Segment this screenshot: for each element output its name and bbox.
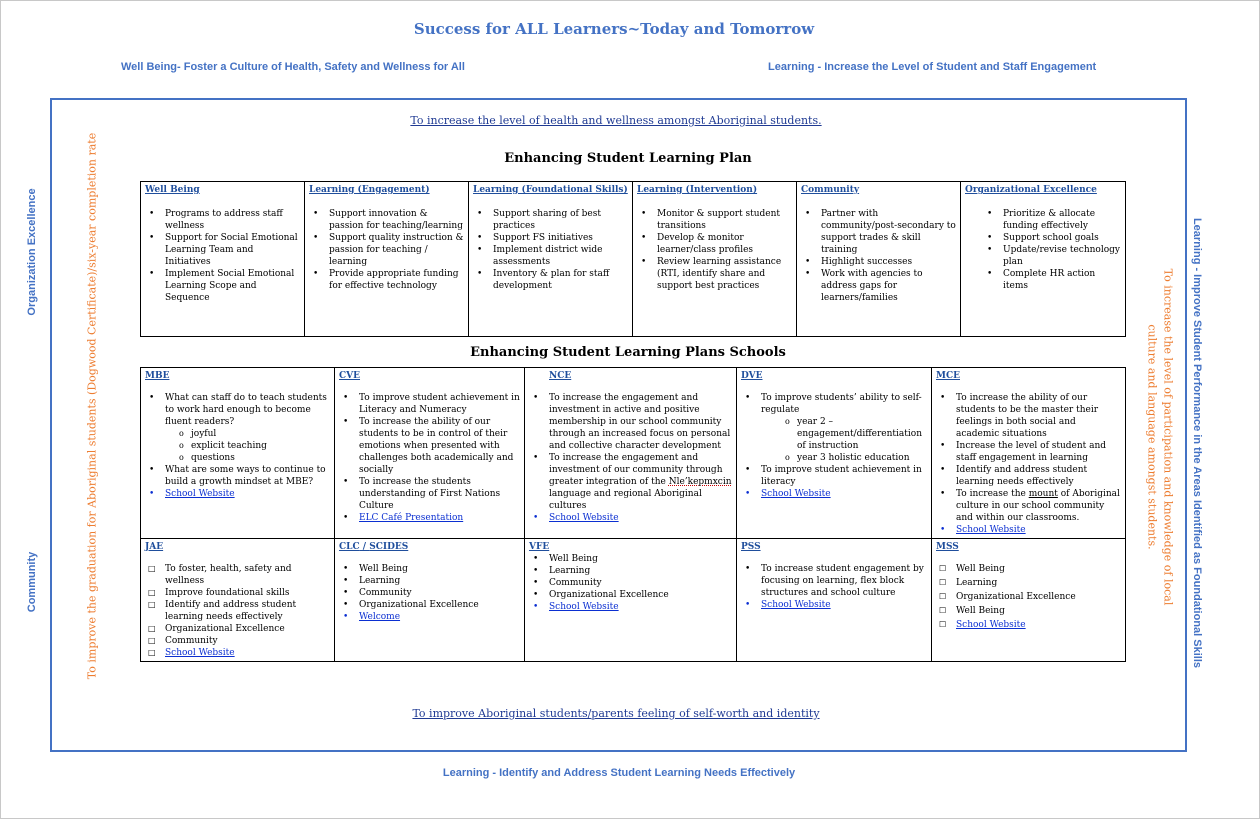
clc-welcome-link[interactable]: Welcome [359, 612, 401, 622]
schools-table [140, 367, 1126, 662]
side-label-organization-excellence: Organization Excellence [26, 188, 38, 316]
side-label-community: Community [26, 551, 38, 613]
list-item [761, 488, 927, 500]
list-item: • Well Being [549, 553, 732, 565]
list-item: • Support school goals [1003, 232, 1121, 244]
list-item: o joyful [191, 428, 330, 440]
list-item [549, 512, 732, 524]
plan-col-community [797, 182, 961, 337]
list-item: • What can staff do to teach students to work hard enough to become fluent readers? o joyful o explicit teaching o questions [165, 392, 330, 464]
school-cell-vfe [525, 539, 737, 662]
list-item [165, 647, 330, 659]
list-item: • To increase the ability of our students to be in control of their emotions when presented with challenges both academically and socially [359, 416, 520, 476]
list-item: □ To foster, health, safety and wellness [165, 563, 330, 587]
page-title: Success for ALL Learners~Today and Tomorrow [413, 20, 815, 38]
plan-heading: Learning (Intervention) [637, 185, 758, 195]
list-item: □ Community [165, 635, 330, 647]
list-item: • Support quality instruction & passion for teaching / learning [329, 232, 464, 268]
list-item: • Prioritize & allocate funding effectively [1003, 208, 1121, 232]
mce-website-link[interactable]: School Website [956, 525, 1026, 535]
school-name: NCE [549, 371, 572, 381]
list-item: • Partner with community/post-secondary to support trades & skill training [821, 208, 956, 256]
nce-website-link[interactable]: School Website [549, 513, 619, 523]
pss-website-link[interactable]: School Website [761, 600, 831, 610]
list-item: • Work with agencies to address gaps for learners/families [821, 268, 956, 304]
jae-website-link[interactable]: School Website [165, 648, 235, 658]
list-item: • Monitor & support student transitions [657, 208, 792, 232]
list-item [761, 599, 927, 611]
list-item: o year 3 holistic education [797, 452, 927, 464]
school-cell-dve [737, 368, 932, 539]
list-item: • Support innovation & passion for teaching/learning [329, 208, 464, 232]
plan-col-intervention [633, 182, 797, 337]
plan-heading: Organizational Excellence [965, 185, 1097, 195]
school-name: MSS [936, 542, 959, 552]
list-item: ☐ Organizational Excellence [956, 591, 1121, 603]
list-item: • Highlight successes [821, 256, 956, 268]
list-item: • Implement district wide assessments [493, 244, 628, 268]
plan-table [140, 181, 1126, 337]
list-item: □ Identify and address student learning needs effectively [165, 599, 330, 623]
goal-learning-engagement: Learning - Increase the Level of Student and Staff Engagement [768, 61, 1097, 73]
school-cell-mss [932, 539, 1126, 662]
school-name: MCE [936, 371, 960, 381]
list-item: • Community [359, 587, 520, 599]
list-item: • Support FS initiatives [493, 232, 628, 244]
mbe-website-link[interactable]: School Website [165, 489, 235, 499]
cve-elc-cafe-link[interactable]: ELC Café Presentation [359, 513, 464, 523]
list-item: • Increase the level of student and staff engagement in learning [956, 440, 1121, 464]
list-item: • To increase the engagement and investment in active and positive membership in our school community through an increased focus on personal and collective character development [549, 392, 732, 452]
list-item: • Provide appropriate funding for effective technology [329, 268, 464, 292]
side-label-foundational-skills: Learning - Improve Student Performance in the Areas Identified as Foundational Skills [1191, 217, 1203, 669]
list-item [359, 512, 520, 524]
list-item [165, 488, 330, 500]
plan-col-well-being [141, 182, 305, 337]
list-item: • Implement Social Emotional Learning Scope and Sequence [165, 268, 300, 304]
list-item: ☐ Well Being [956, 605, 1121, 617]
side-label-culture-language-2: culture and language amongst students. [1145, 324, 1159, 550]
list-item: • Update/revise technology plan [1003, 244, 1121, 268]
list-item: • Identify and address student learning needs effectively [956, 464, 1121, 488]
list-item [956, 619, 1121, 631]
list-item: • Learning [359, 575, 520, 587]
dve-website-link[interactable]: School Website [761, 489, 831, 499]
list-item: • Organizational Excellence [359, 599, 520, 611]
list-item: □ Organizational Excellence [165, 623, 330, 635]
goal-learning-needs: Learning - Identify and Address Student Learning Needs Effectively [442, 767, 796, 779]
list-item: • To improve student achievement in literacy [761, 464, 927, 488]
list-item: o questions [191, 452, 330, 464]
school-name: MBE [145, 371, 170, 381]
goal-self-worth-identity: To improve Aboriginal students/parents feeling of self-worth and identity [412, 707, 820, 720]
mss-website-link[interactable]: School Website [956, 620, 1026, 630]
list-item [956, 524, 1121, 536]
plan-heading: Learning (Foundational Skills) [473, 185, 628, 195]
list-item: • Support sharing of best practices [493, 208, 628, 232]
plan-col-organizational-excellence [961, 182, 1126, 337]
school-cell-pss [737, 539, 932, 662]
goal-health-wellness: To increase the level of health and wellness amongst Aboriginal students. [410, 114, 822, 127]
list-item: • Complete HR action items [1003, 268, 1121, 292]
list-item: • Programs to address staff wellness [165, 208, 300, 232]
list-item: o explicit teaching [191, 440, 330, 452]
side-label-culture-language-1: To increase the level of participation and knowledge of local [1161, 268, 1175, 606]
side-label-graduation-goal: To improve the graduation for Aboriginal students (Dogwood Certificate)/six-year completion rate [85, 132, 99, 680]
list-item: • To increase student engagement by focusing on learning, flex block structures and school culture [761, 563, 927, 599]
plan-heading: Learning (Engagement) [309, 185, 430, 195]
list-item: • Inventory & plan for staff development [493, 268, 628, 292]
school-name: DVE [741, 371, 763, 381]
list-item: • To improve students’ ability to self- regulate o year 2 – engagement/differentiation of instruction o year 3 holistic education [761, 392, 927, 464]
list-item: • Organizational Excellence [549, 589, 732, 601]
school-name: CLC / SCIDES [339, 542, 409, 552]
school-name: VFE [529, 542, 550, 552]
school-name: CVE [339, 371, 361, 381]
list-item: • To increase the mount of Aboriginal culture in our school community and within our classrooms. [956, 488, 1121, 524]
plan-title: Enhancing Student Learning Plan [504, 151, 752, 166]
vfe-website-link[interactable]: School Website [549, 602, 619, 612]
list-item [359, 611, 520, 623]
school-cell-nce [525, 368, 737, 539]
plan-col-learning-engagement [305, 182, 469, 337]
plan-heading: Well Being [145, 185, 200, 195]
list-item: • Develop & monitor learner/class profiles [657, 232, 792, 256]
goal-well-being: Well Being- Foster a Culture of Health, Safety and Wellness for All [121, 61, 465, 73]
plan-heading: Community [801, 185, 860, 195]
list-item: □ Improve foundational skills [165, 587, 330, 599]
list-item [549, 601, 732, 613]
list-item: • To increase the engagement and investment of our community through greater integration of the Nle’kepmxcin language and regional Aboriginal cultures [549, 452, 732, 512]
list-item: • Well Being [359, 563, 520, 575]
list-item: • To improve student achievement in Literacy and Numeracy [359, 392, 520, 416]
list-item: ☐ Well Being [956, 563, 1121, 575]
list-item: o year 2 – engagement/differentiation of instruction [797, 416, 927, 452]
school-name: PSS [741, 542, 761, 552]
list-item: • What are some ways to continue to build a growth mindset at MBE? [165, 464, 330, 488]
plan-col-foundational-skills [469, 182, 633, 337]
schools-title: Enhancing Student Learning Plans Schools [470, 345, 786, 360]
school-cell-mce [932, 368, 1126, 539]
school-name: JAE [145, 542, 164, 552]
school-cell-mbe [141, 368, 335, 539]
school-cell-cve [335, 368, 525, 539]
list-item: • Review learning assistance (RTI, identify share and support best practices [657, 256, 792, 292]
list-item: • To increase the ability of our students to be the master their feelings in both social and academic situations [956, 392, 1121, 440]
list-item: • Support for Social Emotional Learning Team and Initiatives [165, 232, 300, 268]
list-item: • Community [549, 577, 732, 589]
list-item: ☐ Learning [956, 577, 1121, 589]
school-cell-jae [141, 539, 335, 662]
school-cell-clc-scides [335, 539, 525, 662]
list-item: • To increase the students understanding of First Nations Culture [359, 476, 520, 512]
list-item: • Learning [549, 565, 732, 577]
